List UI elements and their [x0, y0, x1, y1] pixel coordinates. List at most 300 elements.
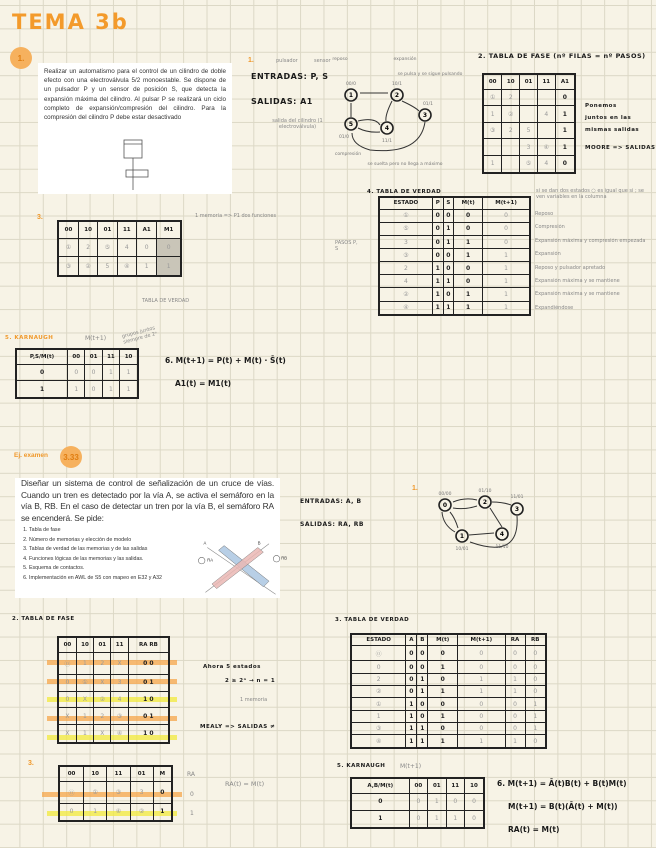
table-cell: 0: [417, 646, 428, 661]
step-number: 3.: [37, 214, 43, 221]
table-cell: 1: [483, 155, 502, 173]
table-row: [483, 122, 575, 139]
exam-label: Ej. examen: [14, 452, 48, 459]
table-cell: 2: [379, 262, 432, 275]
task-item: 3. Tablas de verdad de las memorias y de las salidas: [29, 545, 189, 555]
column-header: M: [153, 766, 172, 782]
truth-table-title: 4. TABLA DE VERDAD: [367, 189, 442, 195]
column-header: A: [406, 634, 417, 646]
header-row: [59, 766, 172, 782]
table-cell: ③: [58, 257, 78, 276]
table-row: [379, 236, 530, 249]
table-cell: ③: [107, 782, 130, 803]
table-row: [58, 653, 169, 674]
column-header: A1: [555, 74, 575, 89]
table-cell: 1: [417, 686, 428, 698]
table-row: [58, 674, 169, 691]
equation-memory-factored: M(t+1) = B(t)(Ā(t) + M(t)): [508, 802, 618, 811]
track-b-label: B: [257, 540, 261, 546]
table-cell: ①: [351, 698, 406, 710]
table-row: [483, 106, 575, 123]
table-cell: 0: [443, 262, 454, 275]
table-cell: ②: [379, 288, 432, 301]
table-row: [379, 275, 530, 288]
table-cell: ③: [483, 122, 502, 139]
table-row: [379, 209, 530, 222]
equation-output: RA(t) = M(t): [508, 825, 560, 834]
phase-table: [482, 73, 576, 174]
table-cell: 0: [525, 673, 546, 685]
table-cell: 0: [483, 209, 530, 222]
table-cell: 0: [85, 364, 102, 380]
table-cell: [537, 122, 555, 139]
note-sensor: sensor: [314, 58, 331, 64]
task-item: 1. Tabla de fase: [29, 526, 189, 536]
column-header: 00: [409, 778, 427, 794]
table-cell: 0: [351, 661, 406, 673]
task-item: 5. Esquema de contactos.: [29, 564, 189, 574]
column-header: RA RB: [128, 637, 169, 653]
table-cell: 1: [68, 381, 85, 398]
column-header: 01: [520, 74, 538, 89]
table-cell: 1: [454, 301, 483, 315]
mealy-note: MEALY => SALIDAS ≠: [200, 724, 276, 730]
table-cell: 1: [351, 710, 406, 722]
table-cell: 0: [16, 364, 68, 380]
table-cell: [502, 139, 520, 156]
table-cell: 0: [351, 794, 409, 811]
table-cell: 4: [537, 106, 555, 123]
column-header: 00: [58, 637, 76, 653]
state-code: 10/01: [455, 547, 469, 552]
table-cell: 1: [555, 122, 575, 139]
table-cell: ④: [351, 735, 406, 748]
table-cell: X: [76, 691, 93, 708]
table-cell: 1: [16, 381, 68, 398]
diagram-note: expansión: [393, 57, 417, 62]
problem-text: Realizar un automatismo para el control de un cilindro de doble efecto con una electroválvula 5/2 monoestable. Se dispone de un pulsador P y un sensor de posición S, que detecta la expansión máxima del cilindro. Al pulsar P se realizará un ciclo completo de expansión/compresión del cilindro. Para la compresión del cilindro P debe estar desactivado: [44, 68, 226, 122]
table-cell: 0: [443, 249, 454, 262]
table-cell: 0: [406, 661, 417, 673]
diagram-note: compresión: [334, 152, 362, 157]
problem-statement-2: [15, 478, 288, 598]
table-cell: ⑤: [520, 155, 538, 173]
table-cell: 0: [483, 222, 530, 235]
table-cell: 0: [428, 646, 458, 661]
karnaugh-title-text: 5. KARNAUGH: [5, 335, 54, 341]
side-note: PASOS P, S: [335, 240, 358, 252]
table-row: [58, 257, 181, 276]
table-cell: X: [58, 725, 76, 743]
table-cell: 0: [417, 698, 428, 710]
table-row: [483, 89, 575, 106]
column-header: P,S/M(t): [16, 349, 68, 364]
column-header: M(t+1): [458, 634, 506, 646]
row-comment: Expansión máxima y se mantiene: [535, 277, 620, 284]
equation-memory: 6. M(t+1) = P(t) + M(t) · S̄(t): [165, 356, 286, 365]
table-cell: 1: [555, 106, 575, 123]
table-cell: 1: [458, 673, 506, 685]
table-row: [351, 735, 546, 748]
outputs-label: SALIDAS: RA, RB: [300, 521, 364, 528]
column-header: 10: [120, 349, 138, 364]
table-cell: 1: [76, 653, 93, 674]
table-cell: 1: [428, 710, 458, 722]
table-cell: ⑤: [379, 222, 432, 235]
column-header: 11: [446, 778, 464, 794]
table-cell: 1: [428, 794, 446, 811]
table-cell: 0: [432, 249, 443, 262]
table-cell: ②: [351, 686, 406, 698]
table-cell: 0 1: [128, 708, 169, 725]
table-cell: 0: [458, 723, 506, 735]
table-cell: 1: [76, 725, 93, 743]
row-comment: Expansión máxima y compresión empezada: [535, 237, 646, 244]
table-cell: [520, 89, 538, 106]
state-label: 2: [482, 499, 488, 506]
table-cell: 0: [59, 803, 84, 821]
table-cell: 0 1: [128, 674, 169, 691]
truth-table-arrow-label: TABLA DE VERDAD: [142, 298, 190, 304]
state-code: 11/10: [495, 545, 509, 550]
column-header: S: [443, 197, 454, 209]
table-cell: 4: [117, 238, 136, 256]
table-cell: 1 0: [128, 725, 169, 743]
truth-table-title: 3. TABLA DE VERDAD: [335, 617, 410, 623]
table-cell: ④: [537, 139, 555, 156]
column-header: 11: [111, 637, 128, 653]
table-cell: 1: [443, 222, 454, 235]
table-cell: 4: [537, 155, 555, 173]
karnaugh-note: grupos juntos siempre de 2ⁿ: [121, 325, 158, 346]
step-number: 3.: [28, 760, 34, 767]
column-header: 11: [102, 349, 119, 364]
table-cell: 1: [432, 275, 443, 288]
table-cell: 0: [406, 646, 417, 661]
table-cell: 4: [111, 691, 128, 708]
column-header: 11: [537, 74, 555, 89]
table-cell: 1: [483, 275, 530, 288]
table-cell: 1: [84, 803, 107, 821]
table-row: [351, 810, 484, 828]
memory-formula: 2 ≥ 2ⁿ → n = 1: [225, 678, 276, 684]
side-label: 0: [190, 791, 194, 798]
table-cell: 1: [76, 708, 93, 725]
table-row: [351, 686, 546, 698]
table-cell: 1: [406, 710, 417, 722]
table-row: [483, 139, 575, 156]
table-cell: 2: [502, 122, 520, 139]
table-row: [351, 710, 546, 722]
phase-table-title: 2. TABLA DE FASE (nº FILAS = nº PASOS): [478, 52, 646, 60]
column-header: A1: [136, 221, 156, 238]
column-header: 00: [59, 766, 84, 782]
table-cell: 1: [432, 288, 443, 301]
table-row: [16, 381, 138, 398]
page-title: TEMA 3b: [12, 10, 129, 34]
state-code: 11/01: [510, 495, 524, 500]
table-cell: 1: [483, 249, 530, 262]
task-item: 2. Número de memorias y elección de modelo: [29, 536, 189, 546]
column-header: ESTADO: [379, 197, 432, 209]
column-header: P: [432, 197, 443, 209]
table-cell: ④: [117, 257, 136, 276]
table-cell: 0: [458, 646, 506, 661]
table-row: [483, 155, 575, 173]
karnaugh-output: M(t+1): [85, 335, 107, 342]
state-label: 3: [514, 506, 520, 513]
table-row: [351, 646, 546, 661]
table-cell: 1: [505, 686, 525, 698]
table-cell: X: [94, 674, 111, 691]
table-cell: 2: [351, 673, 406, 685]
table-row: [379, 222, 530, 235]
truth-table-note: si se dan dos estados ○ es igual que si ; se ven variables en la columna: [536, 188, 644, 200]
table-cell: 0: [428, 698, 458, 710]
column-header: 01: [94, 637, 111, 653]
table-cell: ①: [76, 674, 93, 691]
column-header: RA: [505, 634, 525, 646]
state-code: 01/10: [478, 489, 492, 494]
table-cell: 4: [379, 275, 432, 288]
header-row: [483, 74, 575, 89]
table-cell: 1: [428, 735, 458, 748]
table-row: [351, 698, 546, 710]
table-cell: 0: [505, 710, 525, 722]
table-cell: 1: [432, 262, 443, 275]
table-cell: 1: [417, 723, 428, 735]
table-cell: 0: [454, 262, 483, 275]
state-code: 11/1: [381, 139, 393, 144]
table-cell: 0: [406, 686, 417, 698]
table-cell: ②: [78, 257, 97, 276]
table-cell: 1: [505, 735, 525, 748]
step-number: 1.: [248, 57, 254, 64]
truth-table-comments: [535, 211, 656, 318]
outputs-label: SALIDAS: A1: [251, 97, 313, 106]
side-label: 1: [190, 810, 194, 817]
inputs-label: ENTRADAS: A, B: [300, 498, 362, 505]
states-note: Ahora 5 estados: [203, 664, 261, 670]
table-cell: 1: [505, 673, 525, 685]
table-cell: 0: [458, 698, 506, 710]
state-label: 1: [348, 92, 354, 99]
table-cell: 0: [525, 646, 546, 661]
table-row: [379, 262, 530, 275]
table-cell: 1: [157, 257, 181, 276]
table-row: [58, 708, 169, 725]
header-row: [58, 637, 169, 653]
phase-table-title: 2. TABLA DE FASE: [12, 616, 75, 622]
table-cell: 1: [454, 249, 483, 262]
note-output: salida del cilindro (1 electroválvula): [272, 118, 323, 130]
state-code: 01/0: [338, 135, 350, 140]
truth-table: [378, 196, 531, 316]
table-cell: 0: [446, 794, 464, 811]
table-cell: 0: [443, 209, 454, 222]
table-cell: 1: [525, 723, 546, 735]
equation-output: A1(t) = M1(t): [175, 379, 232, 388]
table-cell: ④: [107, 803, 130, 821]
table-cell: 0: [432, 236, 443, 249]
table-cell: 0: [525, 661, 546, 673]
table-cell: ①: [379, 209, 432, 222]
row-comment: Expandiéndose: [535, 304, 574, 311]
cylinder-diagram: [116, 138, 166, 193]
column-header: 10: [84, 766, 107, 782]
table-cell: 0: [85, 381, 102, 398]
table-cell: 0: [428, 723, 458, 735]
column-header: M(t): [428, 634, 458, 646]
table-cell: 3: [379, 236, 432, 249]
table-row: [58, 691, 169, 708]
table-cell: 0: [525, 686, 546, 698]
table-cell: ②: [502, 106, 520, 123]
table-cell: 0: [454, 209, 483, 222]
table-row: [379, 301, 530, 315]
signal-rb-label: RB: [281, 555, 288, 561]
table-cell: 0: [432, 222, 443, 235]
step-number: 1.: [412, 485, 418, 492]
row-comment: Expansión máxima y se mantiene: [535, 291, 620, 298]
memory-note: 1 memoria => P1 dos funciones: [195, 213, 277, 219]
column-header: B: [417, 634, 428, 646]
column-header: 00: [68, 349, 85, 364]
state-label: 0: [442, 502, 448, 509]
table-cell: 1: [525, 698, 546, 710]
table-cell: [537, 89, 555, 106]
table-cell: 0: [483, 236, 530, 249]
table-cell: 1: [406, 735, 417, 748]
table-cell: 2: [78, 238, 97, 256]
column-header: M(t+1): [483, 197, 530, 209]
table-cell: 1: [102, 364, 119, 380]
table-cell: 0: [505, 723, 525, 735]
column-header: 10: [464, 778, 484, 794]
state-diagram-2: [425, 470, 535, 560]
state-code: 01/1: [422, 102, 434, 107]
table-cell: 1: [428, 810, 446, 828]
table-cell: X: [94, 725, 111, 743]
table-cell: 0 0: [128, 653, 169, 674]
note-line: juntos en las: [585, 115, 632, 121]
table-row: [351, 661, 546, 673]
exercise-badge: 3.33: [60, 446, 82, 468]
phase-table: [57, 636, 170, 744]
table-cell: 2: [94, 708, 111, 725]
table-cell: 5: [98, 257, 117, 276]
column-header: M1: [157, 221, 181, 238]
header-row: [16, 349, 138, 364]
state-label: 2: [394, 92, 400, 99]
inputs-label: ENTRADAS: P, S: [251, 72, 329, 81]
task-item: 4. Funciones lógicas de las memorias y las salidas.: [29, 555, 189, 565]
table-cell: 1: [458, 735, 506, 748]
table-cell: 0: [505, 646, 525, 661]
column-header: 10: [502, 74, 520, 89]
table-row: [351, 673, 546, 685]
column-header: 01: [130, 766, 153, 782]
table-row: [351, 794, 484, 811]
header-row: [58, 221, 181, 238]
diagram-note: se suelta pero no llega a máximo: [367, 162, 443, 167]
column-header: 01: [428, 778, 446, 794]
table-cell: 0: [464, 810, 484, 828]
state-code: 00/0: [345, 82, 357, 87]
truth-table: [350, 633, 547, 749]
table-row: [379, 249, 530, 262]
table-cell: ③: [111, 708, 128, 725]
table-cell: 0: [58, 674, 76, 691]
table-cell: ⑤: [98, 238, 117, 256]
memory-count-note: 1 memoria: [240, 697, 268, 703]
row-comment: Reposo: [535, 211, 554, 217]
table-cell: 2: [502, 89, 520, 106]
table-cell: 0: [555, 155, 575, 173]
column-header: M(t): [454, 197, 483, 209]
table-cell: 0: [409, 810, 427, 828]
memory-table: [58, 765, 173, 822]
table-cell: ②: [94, 691, 111, 708]
table-cell: 1: [153, 803, 172, 821]
table-cell: 1: [454, 288, 483, 301]
karnaugh-map: [15, 348, 139, 399]
table-cell: 0: [454, 222, 483, 235]
table-cell: 0: [443, 288, 454, 301]
task-list: [15, 526, 189, 583]
table-cell: 1: [428, 661, 458, 673]
table-cell: 1 0: [128, 691, 169, 708]
table-cell: 1: [432, 301, 443, 315]
table-cell: 0: [555, 89, 575, 106]
column-header: 11: [117, 221, 136, 238]
exercise-badge: 1.: [10, 47, 32, 69]
header-row: [351, 778, 484, 794]
table-cell: 1: [120, 364, 138, 380]
table-row: [58, 725, 169, 743]
table-row: [16, 364, 138, 380]
state-diagram-1: [330, 55, 465, 170]
table-cell: 1: [483, 301, 530, 315]
table-cell: 1: [458, 686, 506, 698]
table-cell: 1: [136, 257, 156, 276]
note-line: Ponemos: [585, 103, 617, 109]
column-header: 10: [76, 637, 93, 653]
table-row: [59, 803, 172, 821]
column-header: RB: [525, 634, 546, 646]
table-cell: ①: [58, 238, 78, 256]
table-cell: 0: [153, 782, 172, 803]
karnaugh-title: 5. KARNAUGH: [337, 763, 386, 769]
column-header: 01: [98, 221, 117, 238]
table-cell: 1: [443, 236, 454, 249]
note-pulsador: pulsador: [276, 58, 298, 64]
table-row: [351, 723, 546, 735]
ra-equation-note: RA(t) = M(t): [225, 780, 265, 788]
phase-merge-table: [57, 220, 182, 277]
table-cell: 0: [406, 673, 417, 685]
table-cell: 1: [454, 236, 483, 249]
table-cell: 1: [102, 381, 119, 398]
karnaugh-map: [350, 777, 485, 829]
table-cell: 1: [406, 698, 417, 710]
signal-ra-label: RA: [207, 557, 214, 563]
state-code: 10/1: [391, 82, 403, 87]
state-code: 00/00: [438, 492, 452, 497]
header-row: [351, 634, 546, 646]
table-cell: [502, 155, 520, 173]
state-label: 5: [348, 121, 354, 128]
